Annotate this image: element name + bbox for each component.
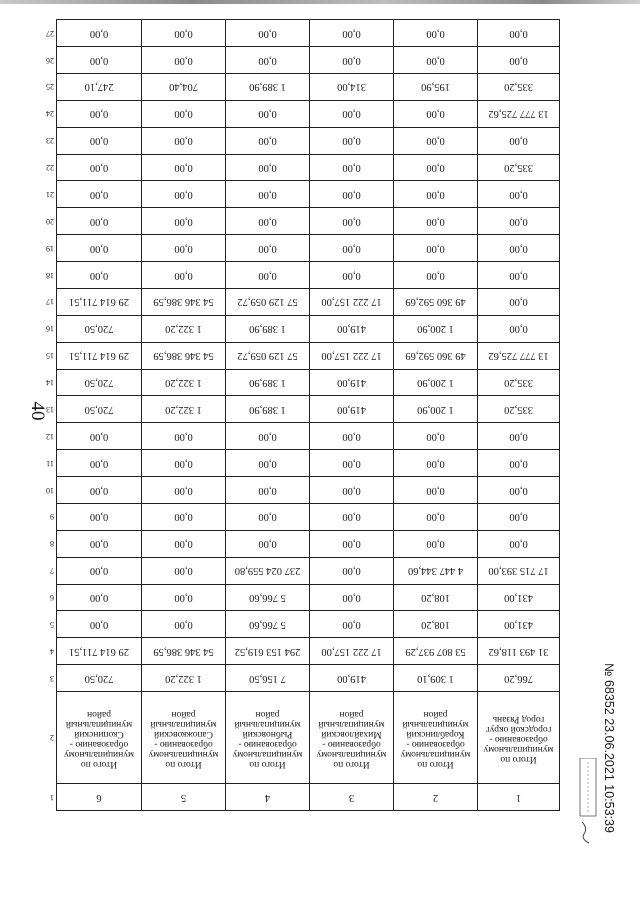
row-number-cell: 3	[310, 784, 394, 811]
value-cell: 419,00	[310, 315, 394, 342]
value-cell: 0,00	[310, 20, 394, 47]
table-row: 335,20 1 200,90 419,00 1 389,90 1 322,20 720,50 13	[57, 396, 560, 423]
value-cell: 0,00	[394, 100, 478, 127]
value-cell: 0,00	[226, 208, 310, 235]
value-cell: 314,00	[310, 74, 394, 101]
value-cell: 0,00	[142, 47, 226, 74]
value-cell: 335,20	[478, 369, 560, 396]
table-row: Итого по муниципальному образованию - городской округ город Рязань Итого по муниципальному образованию - Кораблинский муниципальный район Итого по муниципальному образованию - Михайловский муниципальный район Итого по муниципальному образованию - Рыбновский муниципальный район Итого по муниципальному образованию - Сапожковский муниципальный район Итого по муниципальному образованию - Скопинский муниципальный район 2	[57, 692, 560, 784]
value-cell: 0,00	[226, 530, 310, 557]
table-row: 0,00 0,00 0,00 0,00 0,00 0,00 20	[57, 208, 560, 235]
value-cell: 54 346 386,59	[142, 342, 226, 369]
value-cell: 0,00	[310, 154, 394, 181]
table-row: 431,00 108,20 0,00 5 766,60 0,00 0,00 6	[57, 584, 560, 611]
value-cell: 0,00	[394, 450, 478, 477]
data-table-rotated	[46, 20, 560, 811]
table-row: 335,20 0,00 0,00 0,00 0,00 0,00 22	[57, 154, 560, 181]
value-cell: 17 222 157,00	[310, 289, 394, 316]
value-cell: 0,00	[226, 20, 310, 47]
value-cell: 0,00	[310, 530, 394, 557]
value-cell: 0,00	[142, 450, 226, 477]
value-cell: 0,00	[394, 530, 478, 557]
value-cell: 7 156,50	[226, 665, 310, 692]
value-cell: 0,00	[57, 504, 142, 531]
value-cell: 419,00	[310, 396, 394, 423]
value-cell: 0,00	[478, 530, 560, 557]
table-row: 17 715 393,00 4 447 344,60 0,00 237 024 559,80 0,00 0,00 7	[57, 557, 560, 584]
value-cell: 0,00	[478, 262, 560, 289]
value-cell: 5 766,60	[226, 584, 310, 611]
value-cell: 0,00	[310, 557, 394, 584]
value-cell: 29 614 711,51	[57, 289, 142, 316]
table-row: 0,00 0,00 0,00 0,00 0,00 0,00 11	[57, 450, 560, 477]
row-number-cell: 5	[142, 784, 226, 811]
value-cell: 0,00	[57, 530, 142, 557]
value-cell: 294 153 619,52	[226, 638, 310, 665]
table-row: 31 493 118,62 53 807 937,29 17 222 157,00 294 153 619,52 54 346 386,59 29 614 711,51 4	[57, 638, 560, 665]
value-cell: 0,00	[310, 127, 394, 154]
table-row: 0,00 0,00 0,00 0,00 0,00 0,00 12	[57, 423, 560, 450]
value-cell: 0,00	[142, 208, 226, 235]
value-cell: 720,50	[57, 369, 142, 396]
value-cell: 0,00	[57, 20, 142, 47]
scan-edge	[0, 0, 640, 4]
table-row: 0,00 0,00 0,00 0,00 0,00 0,00 9	[57, 504, 560, 531]
value-cell: 13 777 725,62	[478, 100, 560, 127]
municipality-name-cell: Итого по муниципальному образованию - Кораблинский муниципальный район	[394, 692, 478, 784]
table-row: 0,00 0,00 0,00 0,00 0,00 0,00 18	[57, 262, 560, 289]
value-cell: 0,00	[142, 235, 226, 262]
value-cell: 17 222 157,00	[310, 638, 394, 665]
value-cell: 0,00	[142, 100, 226, 127]
value-cell: 0,00	[310, 208, 394, 235]
municipality-name-cell: Итого по муниципальному образованию - городской округ город Рязань	[478, 692, 560, 784]
table-row: 431,00 108,20 0,00 5 766,60 0,00 0,00 5	[57, 611, 560, 638]
row-number-cell: 6	[57, 784, 142, 811]
value-cell: 0,00	[57, 611, 142, 638]
table-row: 0,00 49 360 592,69 17 222 157,00 57 129 059,72 54 346 386,59 29 614 711,51 17	[57, 289, 560, 316]
value-cell: 0,00	[310, 235, 394, 262]
value-cell: 0,00	[478, 47, 560, 74]
value-cell: 0,00	[226, 262, 310, 289]
table-row: 13 777 725,62 49 360 592,69 17 222 157,00 57 129 059,72 54 346 386,59 29 614 711,51 15	[57, 342, 560, 369]
value-cell: 0,00	[310, 47, 394, 74]
value-cell: 54 346 386,59	[142, 638, 226, 665]
value-cell: 0,00	[394, 127, 478, 154]
value-cell: 419,00	[310, 369, 394, 396]
value-cell: 0,00	[142, 20, 226, 47]
value-cell: 0,00	[226, 100, 310, 127]
value-cell: 0,00	[142, 154, 226, 181]
value-cell: 0,00	[394, 477, 478, 504]
data-table	[46, 19, 560, 811]
value-cell: 0,00	[394, 235, 478, 262]
value-cell: 0,00	[394, 423, 478, 450]
value-cell: 108,20	[394, 584, 478, 611]
value-cell: 335,20	[478, 74, 560, 101]
value-cell: 0,00	[310, 611, 394, 638]
value-cell: 0,00	[394, 181, 478, 208]
value-cell: 237 024 559,80	[226, 557, 310, 584]
value-cell: 57 129 059,72	[226, 342, 310, 369]
value-cell: 0,00	[310, 262, 394, 289]
value-cell: 0,00	[478, 289, 560, 316]
value-cell: 1 389,90	[226, 396, 310, 423]
value-cell: 0,00	[226, 423, 310, 450]
value-cell: 5 766,60	[226, 611, 310, 638]
value-cell: 247,10	[57, 74, 142, 101]
value-cell: 0,00	[310, 100, 394, 127]
value-cell: 0,00	[394, 20, 478, 47]
value-cell: 0,00	[142, 557, 226, 584]
table-row: 0,00 1 200,90 419,00 1 389,90 1 322,20 720,50 16	[57, 315, 560, 342]
municipality-name-cell: Итого по муниципальному образованию - Рыбновский муниципальный район	[226, 692, 310, 784]
value-cell: 766,20	[478, 665, 560, 692]
value-cell: 0,00	[478, 315, 560, 342]
row-number-cell: 2	[394, 784, 478, 811]
value-cell: 0,00	[57, 154, 142, 181]
value-cell: 0,00	[226, 450, 310, 477]
value-cell: 0,00	[394, 262, 478, 289]
table-row: 766,20 1 309,10 419,00 7 156,50 1 322,20 720,50 3	[57, 665, 560, 692]
value-cell: 0,00	[394, 47, 478, 74]
row-number-cell: 4	[226, 784, 310, 811]
value-cell: 0,00	[57, 423, 142, 450]
registration-stamp-text: № 68352 23.06.2021 10:53:39	[602, 663, 616, 833]
value-cell: 53 807 937,29	[394, 638, 478, 665]
value-cell: 431,00	[478, 584, 560, 611]
value-cell: 0,00	[394, 154, 478, 181]
value-cell: 335,20	[478, 396, 560, 423]
registration-stamp	[596, 598, 616, 898]
municipality-name-cell: Итого по муниципальному образованию - Скопинский муниципальный район	[57, 692, 142, 784]
value-cell: 0,00	[142, 504, 226, 531]
value-cell: 0,00	[142, 181, 226, 208]
value-cell: 0,00	[310, 504, 394, 531]
value-cell: 1 200,90	[394, 315, 478, 342]
value-cell: 0,00	[310, 477, 394, 504]
value-cell: 29 614 711,51	[57, 342, 142, 369]
value-cell: 0,00	[57, 208, 142, 235]
value-cell: 0,00	[478, 504, 560, 531]
value-cell: 0,00	[142, 423, 226, 450]
value-cell: 13 777 725,62	[478, 342, 560, 369]
value-cell: 1 200,90	[394, 396, 478, 423]
value-cell: 720,50	[57, 396, 142, 423]
value-cell: 704,40	[142, 74, 226, 101]
value-cell: 0,00	[226, 235, 310, 262]
value-cell: 0,00	[226, 181, 310, 208]
value-cell: 108,20	[394, 611, 478, 638]
value-cell: 1 389,90	[226, 74, 310, 101]
table-row: 1 2 3 4 5 6 1	[57, 784, 560, 811]
value-cell: 0,00	[142, 262, 226, 289]
table-row: 0,00 0,00 0,00 0,00 0,00 0,00 27	[57, 20, 560, 47]
value-cell: 0,00	[57, 47, 142, 74]
value-cell: 1 322,20	[142, 665, 226, 692]
table-row: 0,00 0,00 0,00 0,00 0,00 0,00 8	[57, 530, 560, 557]
value-cell: 1 200,90	[394, 369, 478, 396]
table-row: 0,00 0,00 0,00 0,00 0,00 0,00 23	[57, 127, 560, 154]
value-cell: 0,00	[226, 504, 310, 531]
value-cell: 0,00	[57, 235, 142, 262]
value-cell: 0,00	[394, 504, 478, 531]
value-cell: 0,00	[142, 611, 226, 638]
value-cell: 1 322,20	[142, 396, 226, 423]
table-row: 0,00 0,00 0,00 0,00 0,00 0,00 19	[57, 235, 560, 262]
table-row: 13 777 725,62 0,00 0,00 0,00 0,00 0,00 24	[57, 100, 560, 127]
value-cell: 1 309,10	[394, 665, 478, 692]
signature-mark	[576, 758, 602, 848]
value-cell: 431,00	[478, 611, 560, 638]
value-cell: 0,00	[478, 20, 560, 47]
value-cell: 4 447 344,60	[394, 557, 478, 584]
value-cell: 0,00	[310, 423, 394, 450]
value-cell: 0,00	[478, 477, 560, 504]
table-row: 0,00 0,00 0,00 0,00 0,00 0,00 21	[57, 181, 560, 208]
municipality-name-cell: Итого по муниципальному образованию - Сапожковский муниципальный район	[142, 692, 226, 784]
value-cell: 17 715 393,00	[478, 557, 560, 584]
municipality-name-cell: Итого по муниципальному образованию - Михайловский муниципальный район	[310, 692, 394, 784]
value-cell: 720,50	[57, 315, 142, 342]
value-cell: 49 360 592,69	[394, 289, 478, 316]
value-cell: 0,00	[57, 584, 142, 611]
value-cell: 0,00	[478, 423, 560, 450]
value-cell: 0,00	[478, 450, 560, 477]
value-cell: 0,00	[57, 181, 142, 208]
value-cell: 0,00	[142, 477, 226, 504]
value-cell: 1 389,90	[226, 369, 310, 396]
value-cell: 0,00	[310, 181, 394, 208]
value-cell: 0,00	[478, 127, 560, 154]
value-cell: 0,00	[57, 450, 142, 477]
value-cell: 0,00	[142, 530, 226, 557]
value-cell: 335,20	[478, 154, 560, 181]
row-number-cell: 1	[478, 784, 560, 811]
value-cell: 0,00	[226, 127, 310, 154]
value-cell: 1 322,20	[142, 315, 226, 342]
value-cell: 0,00	[310, 584, 394, 611]
value-cell: 1 322,20	[142, 369, 226, 396]
value-cell: 0,00	[226, 477, 310, 504]
value-cell: 0,00	[57, 127, 142, 154]
value-cell: 0,00	[142, 127, 226, 154]
value-cell: 0,00	[478, 208, 560, 235]
value-cell: 29 614 711,51	[57, 638, 142, 665]
value-cell: 0,00	[57, 557, 142, 584]
value-cell: 0,00	[57, 262, 142, 289]
table-row: 0,00 0,00 0,00 0,00 0,00 0,00 26	[57, 47, 560, 74]
value-cell: 720,50	[57, 665, 142, 692]
table-row: 335,20 195,90 314,00 1 389,90 704,40 247,10 25	[57, 74, 560, 101]
value-cell: 0,00	[57, 100, 142, 127]
value-cell: 0,00	[226, 47, 310, 74]
value-cell: 0,00	[57, 477, 142, 504]
value-cell: 57 129 059,72	[226, 289, 310, 316]
value-cell: 54 346 386,59	[142, 289, 226, 316]
value-cell: 0,00	[478, 235, 560, 262]
value-cell: 1 389,90	[226, 315, 310, 342]
value-cell: 31 493 118,62	[478, 638, 560, 665]
value-cell: 17 222 157,00	[310, 342, 394, 369]
value-cell: 0,00	[142, 584, 226, 611]
value-cell: 0,00	[226, 154, 310, 181]
page-number: 40	[27, 401, 48, 421]
value-cell: 0,00	[478, 181, 560, 208]
table-row: 0,00 0,00 0,00 0,00 0,00 0,00 10	[57, 477, 560, 504]
table-row: 335,20 1 200,90 419,00 1 389,90 1 322,20 720,50 14	[57, 369, 560, 396]
value-cell: 195,90	[394, 74, 478, 101]
value-cell: 0,00	[394, 208, 478, 235]
value-cell: 419,00	[310, 665, 394, 692]
value-cell: 49 360 592,69	[394, 342, 478, 369]
value-cell: 0,00	[310, 450, 394, 477]
